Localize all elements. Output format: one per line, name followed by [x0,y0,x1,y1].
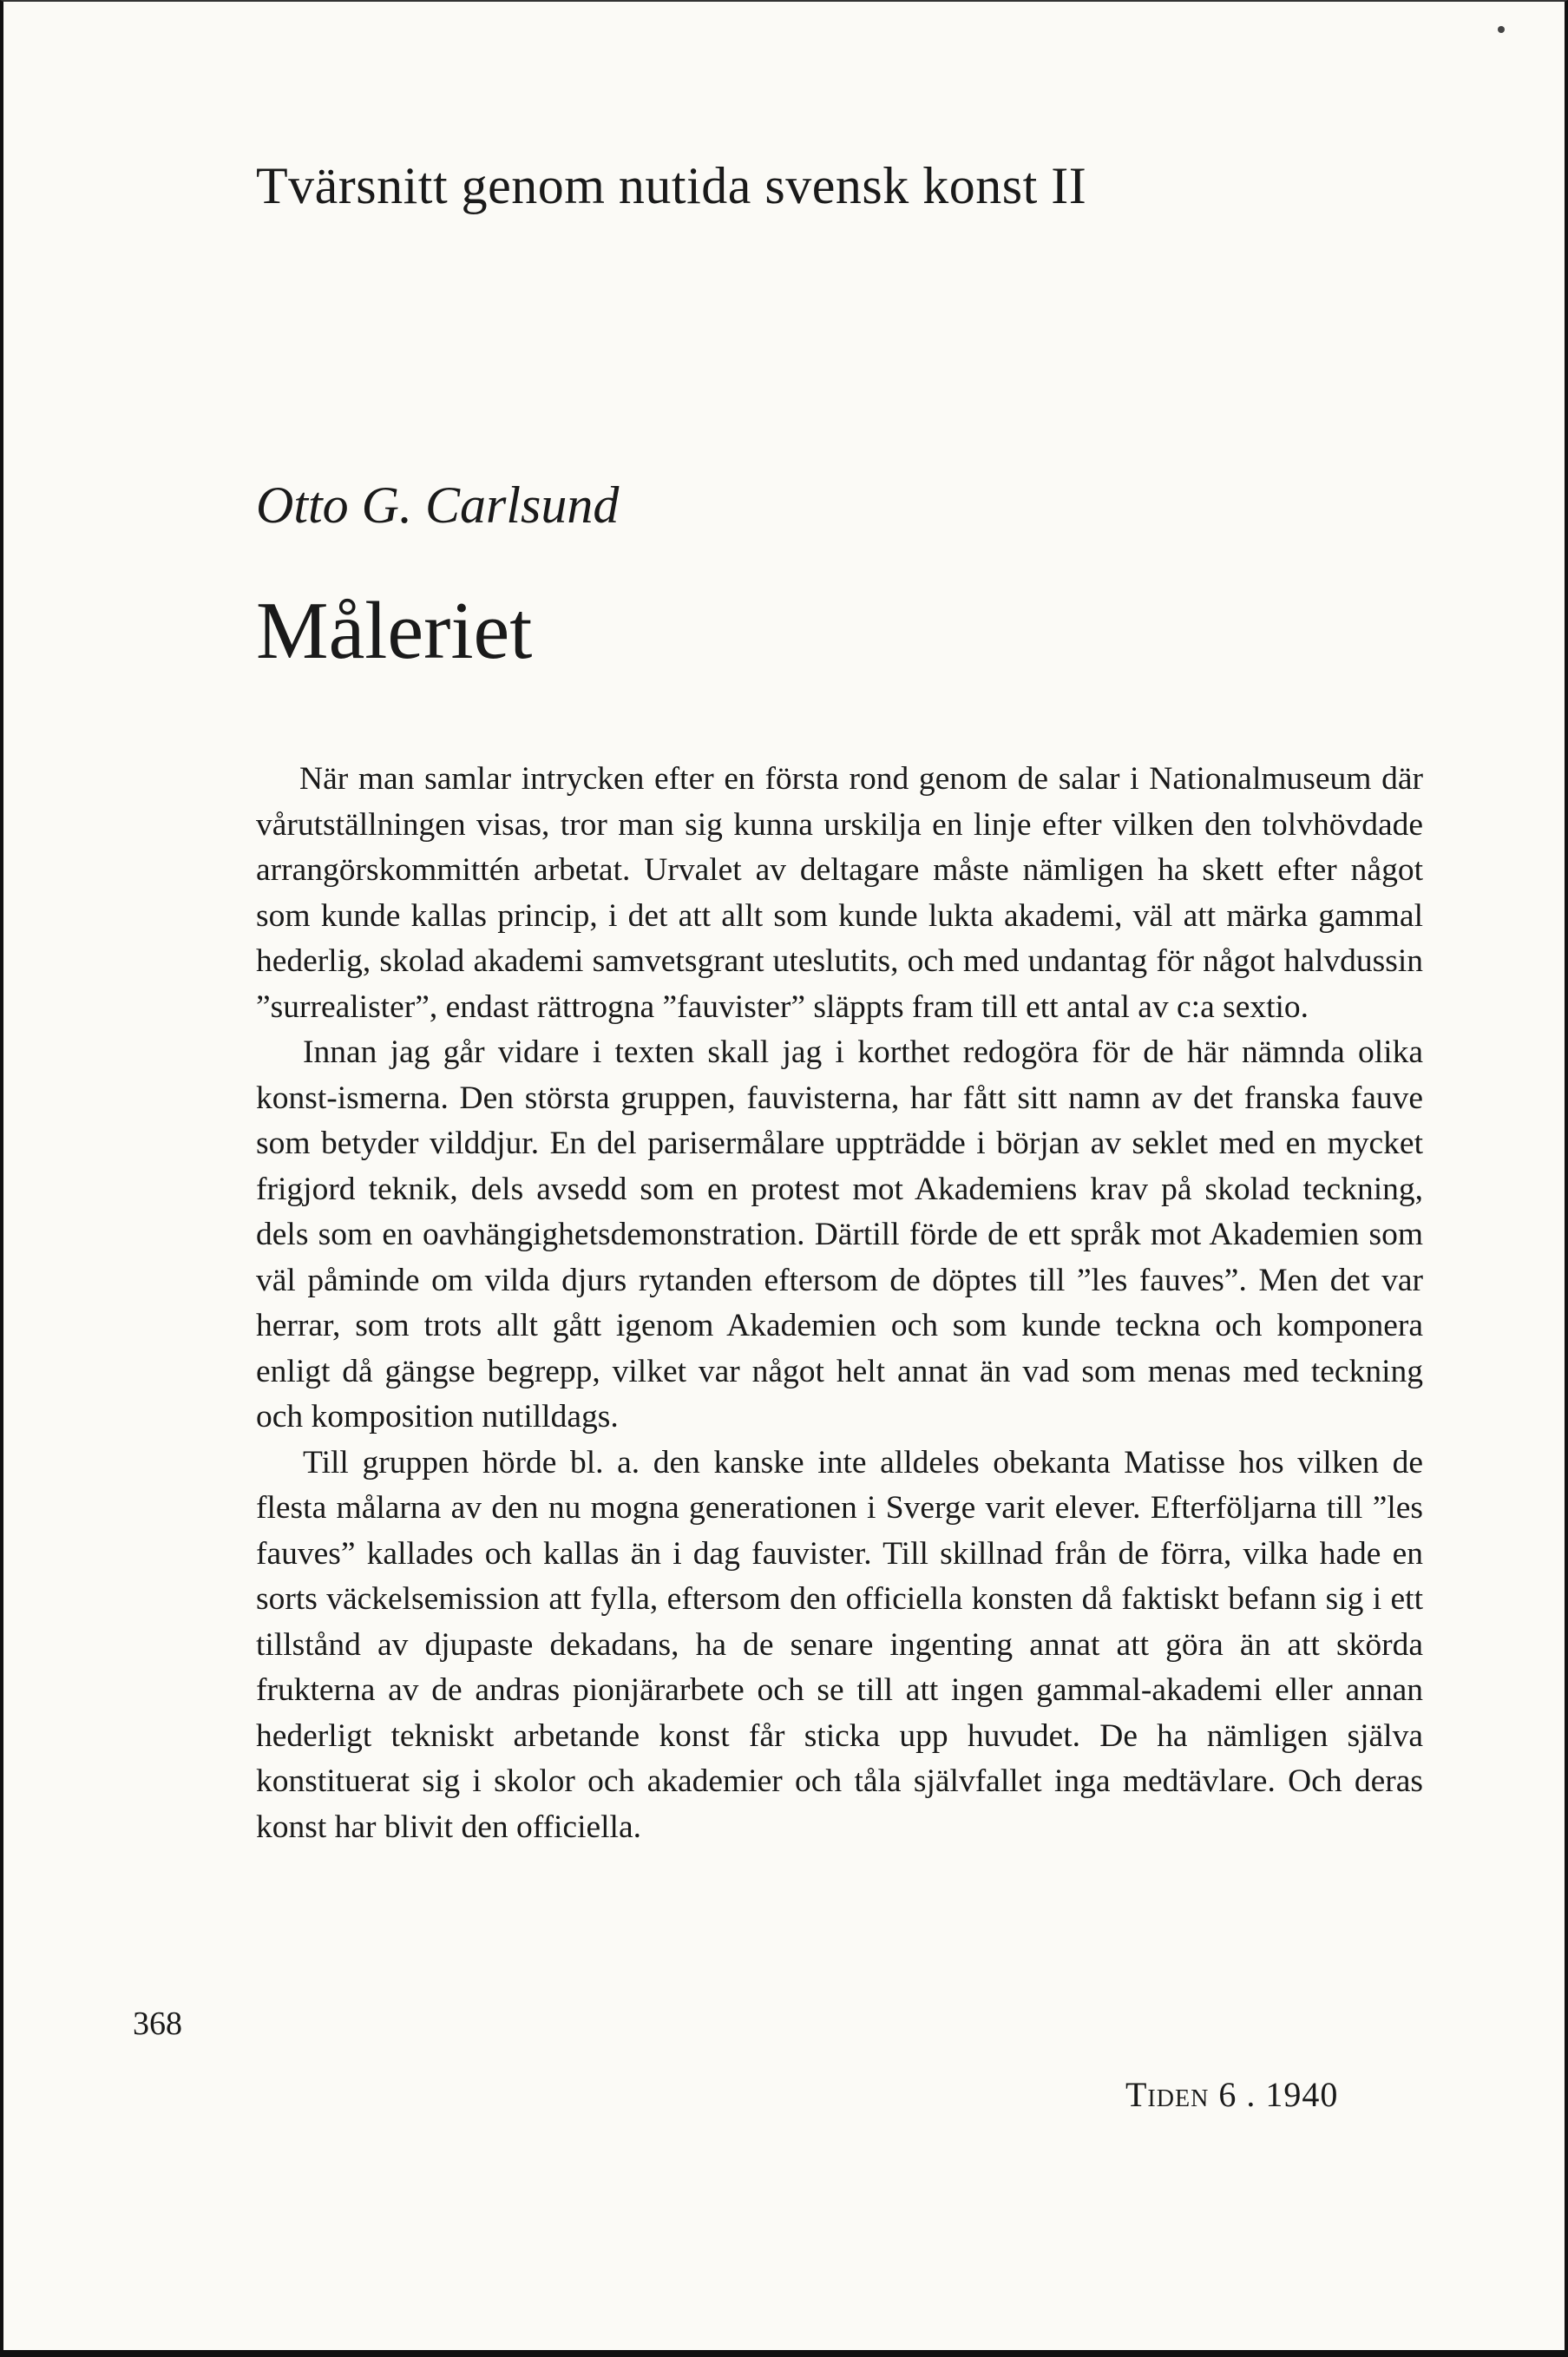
paragraph-1: När man samlar intrycken efter en första rond genom de salar i Nationalmuseum där vårutställningen visas, tror man sig kunna urskilja en linje efter vilken den tolvhövdade arrangörskommittén arbetat. Urvalet av deltagare måste nämligen ha skett efter något som kunde kallas princip, i det att allt som kunde lukta akademi, väl att märka gammal hederlig, skolad akademi samvetsgrant uteslutits, och med undantag för något halvdussin ”surrealister”, endast rättrogna ”fauvister” släppts fram till ett antal av c:a sextio. [256,761,1423,1025]
journal-name: Tiden [1125,2075,1210,2114]
article-title: Måleriet [256,586,533,676]
paragraph-2: Innan jag går vidare i texten skall jag i korthet redogöra för de här nämnda olika konst-ismerna. Den största gruppen, fauvisterna, har fått sitt namn av det franska fauve som betyder vilddjur. En del parisermålare uppträdde i början av seklet med en mycket frigjord teknik, dels avsedd som en protest mot Akademiens krav på skolad teckning, dels som en oavhängighetsdemonstration. Därtill förde de ett språk mot Akademien som väl påminde om vilda djurs rytanden eftersom de döptes till ”les fauves”. Men det var herrar, som trots allt gått igenom Akademien och som kunde teckna och komponera enligt då gängse begrepp, vilket var något helt annat än vad som menas med teckning och komposition nutilldags. [256,1034,1423,1435]
series-title: Tvärsnitt genom nutida svensk konst II [256,157,1087,214]
journal-issue: 6 . 1940 [1218,2075,1339,2114]
print-speck [1498,26,1505,33]
article-body [256,757,1423,1850]
author-name: Otto G. Carlsund [256,476,620,534]
paragraph-3: Till gruppen hörde bl. a. den kanske inte alldeles obekanta Matisse hos vilken de flesta målarna av den nu mogna generationen i Sverge varit elever. Efterföljarna till ”les fauves” kallades och kallas än i dag fauvister. Till skillnad från de förra, vilka hade en sorts väckelsemission att fylla, eftersom den officiella konsten då faktiskt befann sig i ett tillstånd av djupaste dekadans, ha de senare ingenting annat att göra än att skörda frukterna av de andras pionjärarbete och se till att ingen gammal-akademi eller annan hederligt tekniskt arbetande konst får sticka upp huvudet. De ha nämligen själva konstituerat sig i skolor och akademier och tåla självfallet inga medtävlare. Och deras konst har blivit den officiella. [256,1444,1423,1845]
journal-issue-mark [1125,2074,1338,2115]
page-number: 368 [133,2006,182,2042]
